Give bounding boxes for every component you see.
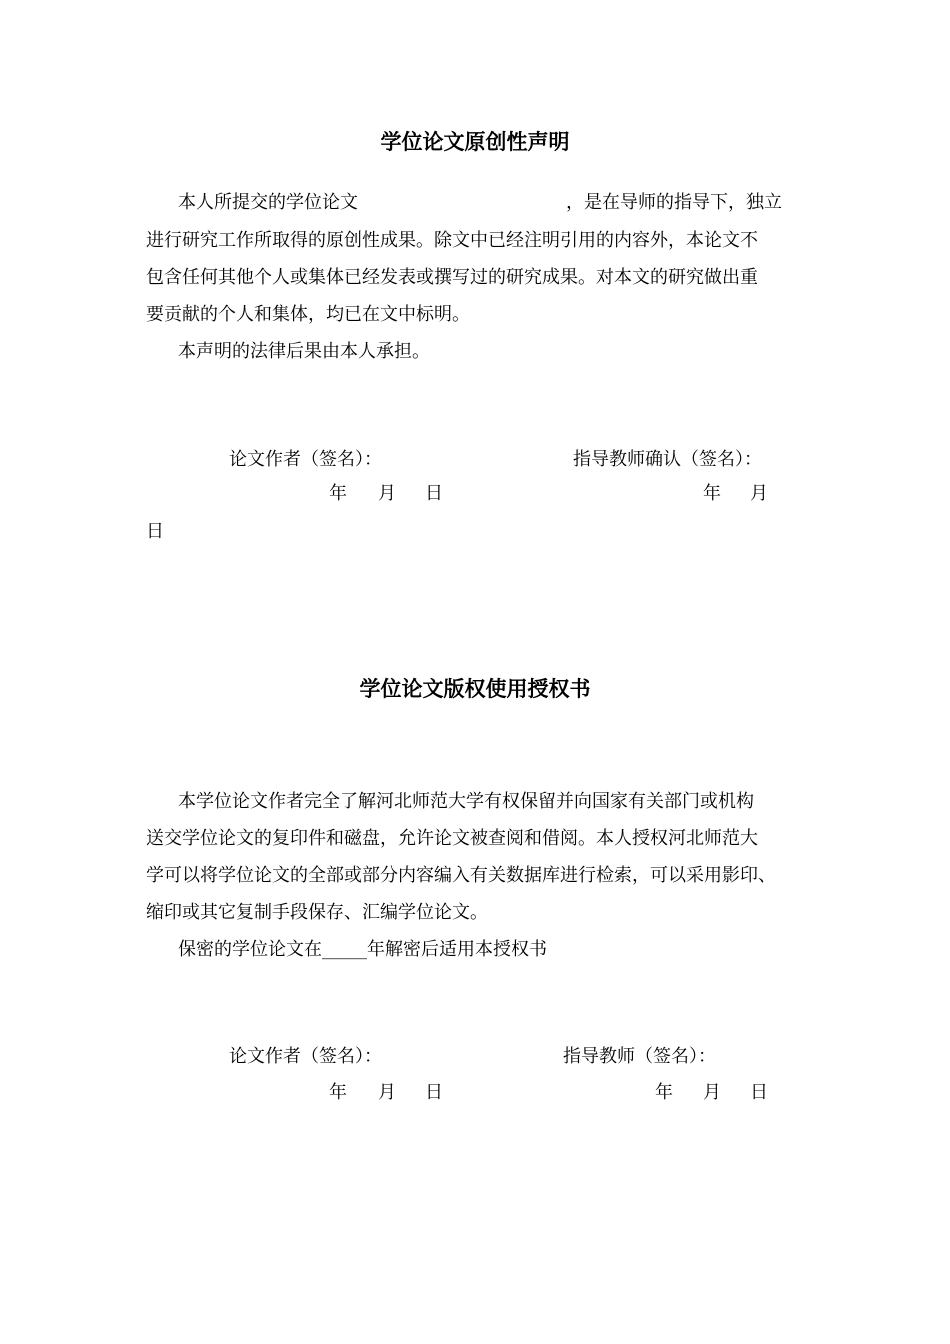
declaration-line-2: 进行研究工作所取得的原创性成果。除文中已经注明引用的内容外，本论文不	[146, 230, 758, 251]
declaration-line-1a: 本人所提交的学位论文	[178, 192, 358, 213]
declaration-author-signature-label: 论文作者（签名）：	[229, 449, 382, 470]
declaration-line-1b: ，是在导师的指导下，独立	[566, 192, 782, 213]
authorization-advisor-date-month: 月	[703, 1082, 721, 1103]
authorization-line-1: 本学位论文作者完全了解河北师范大学有权保留并向国家有关部门或机构	[178, 791, 754, 812]
authorization-line-2: 送交学位论文的复印件和磁盘，允许论文被查阅和借阅。本人授权河北师范大	[146, 828, 758, 849]
declaration-author-date-year: 年	[329, 483, 347, 504]
declaration-line-3: 包含任何其他个人或集体已经发表或撰写过的研究成果。对本文的研究做出重	[146, 267, 758, 288]
declaration-advisor-signature-label: 指导教师确认（签名）：	[573, 449, 762, 470]
authorization-advisor-date-day: 日	[750, 1082, 768, 1103]
declaration-title: 学位论文原创性声明	[380, 130, 570, 154]
authorization-advisor-date-year: 年	[655, 1082, 673, 1103]
declaration-line-4: 要贡献的个人和集体，均已在文中标明。	[146, 304, 470, 325]
declaration-advisor-date-month: 月	[750, 483, 768, 504]
authorization-line-3: 学可以将学位论文的全部或部分内容编入有关数据库进行检索，可以采用影印、	[146, 865, 776, 886]
authorization-title: 学位论文版权使用授权书	[359, 677, 591, 701]
declaration-author-date-month: 月	[378, 483, 396, 504]
declaration-line-5: 本声明的法律后果由本人承担。	[178, 341, 430, 362]
declaration-advisor-date-day: 日	[146, 521, 164, 542]
authorization-author-signature-label: 论文作者（签名）：	[229, 1046, 382, 1067]
declaration-advisor-date-year: 年	[703, 483, 721, 504]
authorization-line-4: 缩印或其它复制手段保存、汇编学位论文。	[146, 902, 488, 923]
declaration-author-date-day: 日	[425, 483, 443, 504]
authorization-author-date-month: 月	[378, 1082, 396, 1103]
authorization-advisor-signature-label: 指导教师（签名）：	[563, 1046, 716, 1067]
authorization-confidential-line: 保密的学位论文在_____年解密后适用本授权书	[178, 939, 547, 960]
authorization-author-date-year: 年	[329, 1082, 347, 1103]
authorization-author-date-day: 日	[425, 1082, 443, 1103]
